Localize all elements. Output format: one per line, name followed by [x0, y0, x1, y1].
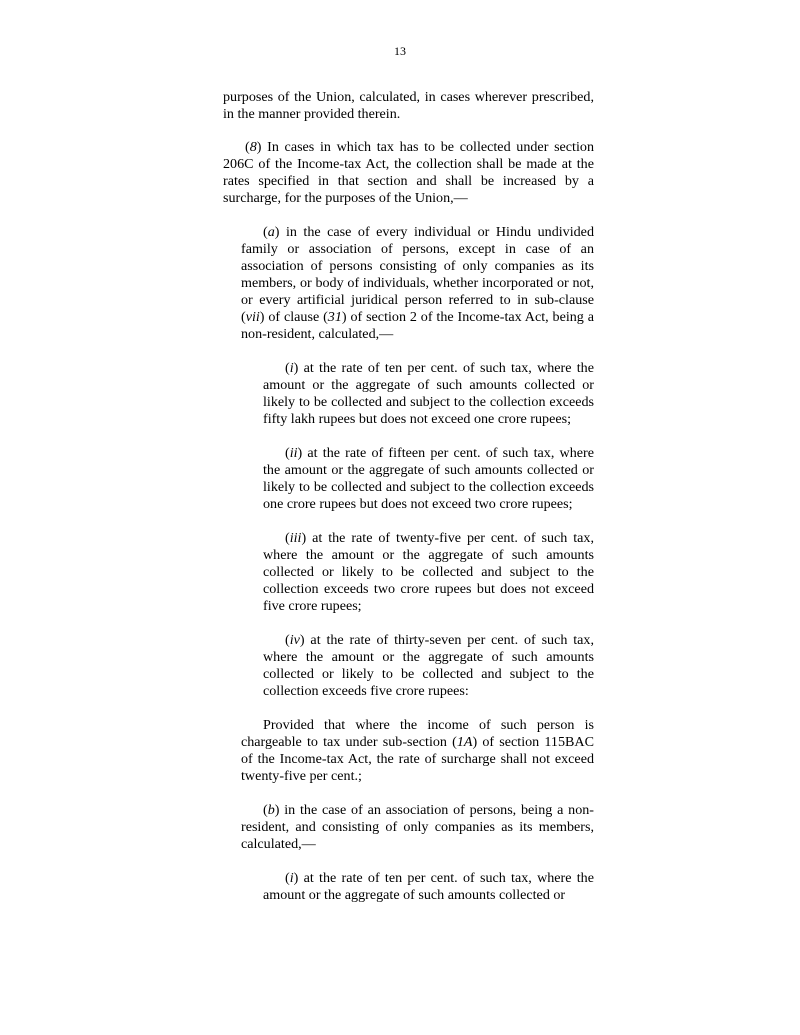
clause-text: ) of clause (: [259, 309, 328, 325]
proviso-ref: 1A: [456, 734, 473, 750]
item-label: iii: [289, 530, 302, 546]
item-a-iv: (iv) at the rate of thirty-seven per cent. of such tax, where the amount or the aggregate of such amounts collected or likely to be collected and subject to the collection exceeds five crore rupees:: [263, 632, 594, 699]
item-text: at the rate of twenty-five per cent. of such tax, where the amount or the aggregate of such amounts collected or likely to be collected and subject to the collection exceeds two crore rupees but does not exceed five crore rupees;: [263, 530, 594, 614]
clause-ref: vii: [245, 309, 260, 325]
clause-text: in the case of every individual or Hindu undivided family or association of persons, except in case of an association of persons consisting of only companies as its members, or body of individuals, whether incorporated or not, or every artificial juridical person referred to in sub-clause (: [241, 224, 594, 325]
clause-label: b: [267, 802, 275, 818]
item-label: ii: [289, 445, 298, 461]
clause-text: in the case of an association of persons, being a non-resident, and consisting of only companies as its members, calculated,—: [241, 802, 594, 852]
proviso: [241, 717, 594, 785]
sub-section-text: In cases in which tax has to be collected under section 206C of the Income-tax Act, the collection shall be made at the rates specified in that section and shall be increased by a surcharge, for the purposes of the Union,—: [223, 139, 594, 206]
item-a-i: (i) at the rate of ten per cent. of such tax, where the amount or the aggregate of such amounts collected or likely to be collected and subject to the collection exceeds fifty lakh rupees but does not exceed one crore rupees;: [263, 360, 594, 427]
clause-a: (a) in the case of every individual or Hindu undivided family or association of persons, except in case of an association of persons consisting of only companies as its members, or body of individuals, whether incorporated or not, or every artificial juridical person referred to in sub-clause (vii) of clause (31) of section 2 of the Income-tax Act, being a non-resident, calculated,—: [241, 224, 594, 342]
sub-section-8: (8) In cases in which tax has to be collected under section 206C of the Income-tax Act, the collection shall be made at the rates specified in that section and shall be increased by a surcharge, for the purposes of the Union,—: [223, 139, 594, 206]
proviso-text: Provided that where the income of such person is chargeable to tax under sub-section (: [241, 717, 594, 750]
item-label: i: [289, 360, 294, 376]
sub-section-label: 8: [249, 139, 257, 155]
proviso-text: ) of section 115BAC of the Income-tax Act, the rate of surcharge shall not exceed twenty-five per cent.;: [241, 734, 594, 784]
item-text: at the rate of thirty-seven per cent. of such tax, where the amount or the aggregate of such amounts collected or likely to be collected and subject to the collection exceeds five crore rupees:: [263, 632, 594, 699]
clause-text: ) of section 2 of the Income-tax Act, being a non-resident, calculated,—: [241, 309, 594, 342]
item-label: i: [289, 870, 294, 886]
clause-ref: 31: [327, 309, 342, 325]
continuation-paragraph: purposes of the Union, calculated, in cases wherever prescribed, in the manner provided therein.: [223, 89, 594, 122]
clause-label: a: [267, 224, 275, 240]
item-b-i: (i) at the rate of ten per cent. of such tax, where the amount or the aggregate of such amounts collected or: [263, 870, 594, 903]
item-a-iii: (iii) at the rate of twenty-five per cent. of such tax, where the amount or the aggregate of such amounts collected or likely to be collected and subject to the collection exceeds two crore rupees but does not exceed five crore rupees;: [263, 530, 594, 614]
item-a-ii: (ii) at the rate of fifteen per cent. of such tax, where the amount or the aggregate of such amounts collected or likely to be collected and subject to the collection exceeds one crore rupees but does not exceed two crore rupees;: [263, 445, 594, 512]
item-label: iv: [289, 632, 300, 648]
document-body: [223, 89, 594, 904]
clause-b: (b) in the case of an association of persons, being a non-resident, and consisting of only companies as its members, calculated,—: [241, 802, 594, 852]
item-text: at the rate of fifteen per cent. of such tax, where the amount or the aggregate of such amounts collected or likely to be collected and subject to the collection exceeds one crore rupees but does not exceed two crore rupees;: [263, 445, 594, 512]
page-number: 13: [394, 44, 406, 58]
item-text: at the rate of ten per cent. of such tax, where the amount or the aggregate of such amounts collected or: [263, 870, 594, 903]
item-text: at the rate of ten per cent. of such tax, where the amount or the aggregate of such amounts collected or likely to be collected and subject to the collection exceeds fifty lakh rupees but does not exceed one crore rupees;: [263, 360, 594, 427]
